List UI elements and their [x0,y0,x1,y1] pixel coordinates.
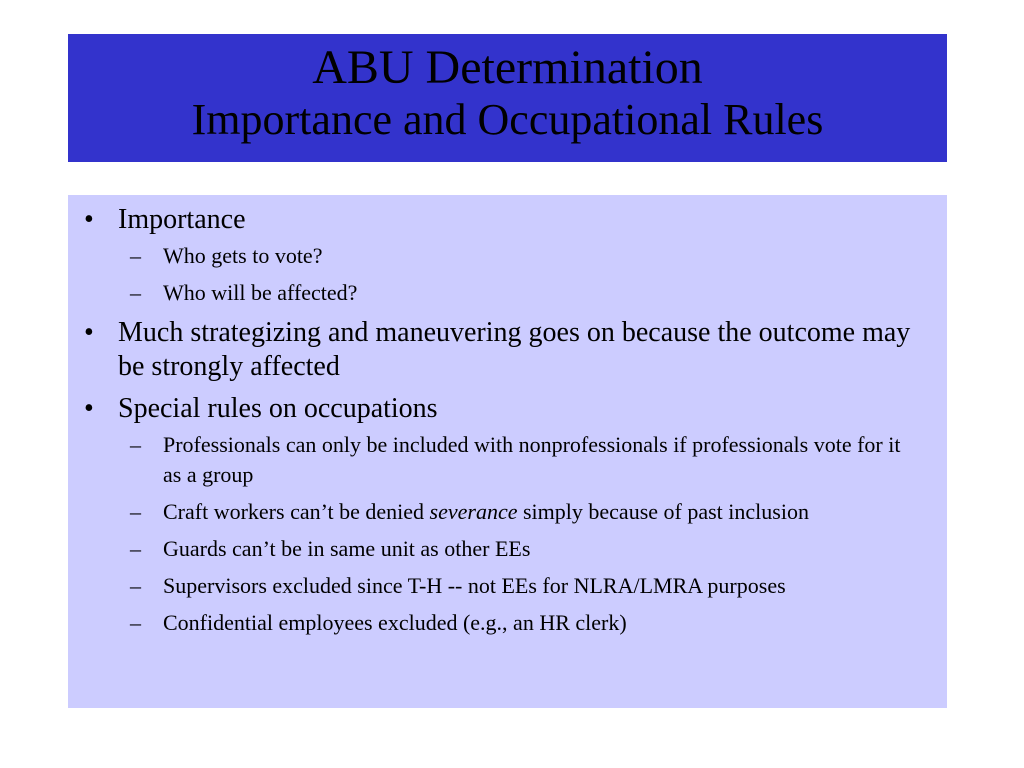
slide-title: ABU Determination [312,41,703,94]
dash-marker: – [130,536,141,561]
sub-bullet-list [118,241,917,308]
bullet-marker: • [84,393,94,424]
bullet-text: Much strategizing and maneuvering goes on because the outcome may be strongly affected [118,317,911,382]
dash-marker: – [130,573,141,598]
sub-bullet-text: Professionals can only be included with nonprofessionals if professionals vote for it as a group [163,432,901,487]
bullet-list [84,203,917,638]
sub-bullet-item [118,608,917,638]
sub-bullet-text-italic: severance [429,499,518,524]
sub-bullet-item [118,534,917,564]
sub-bullet-text: Who gets to vote? [163,243,323,268]
sub-bullet-item [118,278,917,308]
bullet-item-strategizing [84,316,917,384]
sub-bullet-text: Who will be affected? [163,280,358,305]
dash-marker: – [130,243,141,268]
slide-content-box [68,195,947,708]
bullet-text: Importance [118,204,246,235]
sub-bullet-item [118,241,917,271]
slide-title-box [68,34,947,162]
bullet-item-importance [84,203,917,308]
bullet-marker: • [84,317,94,348]
dash-marker: – [130,432,141,457]
sub-bullet-item [118,497,917,527]
sub-bullet-text: Guards can’t be in same unit as other EEs [163,536,531,561]
sub-bullet-text-after: simply because of past inclusion [517,499,809,524]
sub-bullet-list [118,430,917,638]
bullet-item-special-rules [84,392,917,638]
bullet-text: Special rules on occupations [118,393,438,424]
sub-bullet-text: Supervisors excluded since T-H -- not EEs for NLRA/LMRA purposes [163,573,786,598]
sub-bullet-item [118,571,917,601]
dash-marker: – [130,499,141,524]
dash-marker: – [130,610,141,635]
slide-subtitle: Importance and Occupational Rules [191,95,824,144]
sub-bullet-item [118,430,917,490]
sub-bullet-text: Confidential employees excluded (e.g., an HR clerk) [163,610,627,635]
dash-marker: – [130,280,141,305]
bullet-marker: • [84,204,94,235]
sub-bullet-text-before: Craft workers can’t be denied [163,499,430,524]
